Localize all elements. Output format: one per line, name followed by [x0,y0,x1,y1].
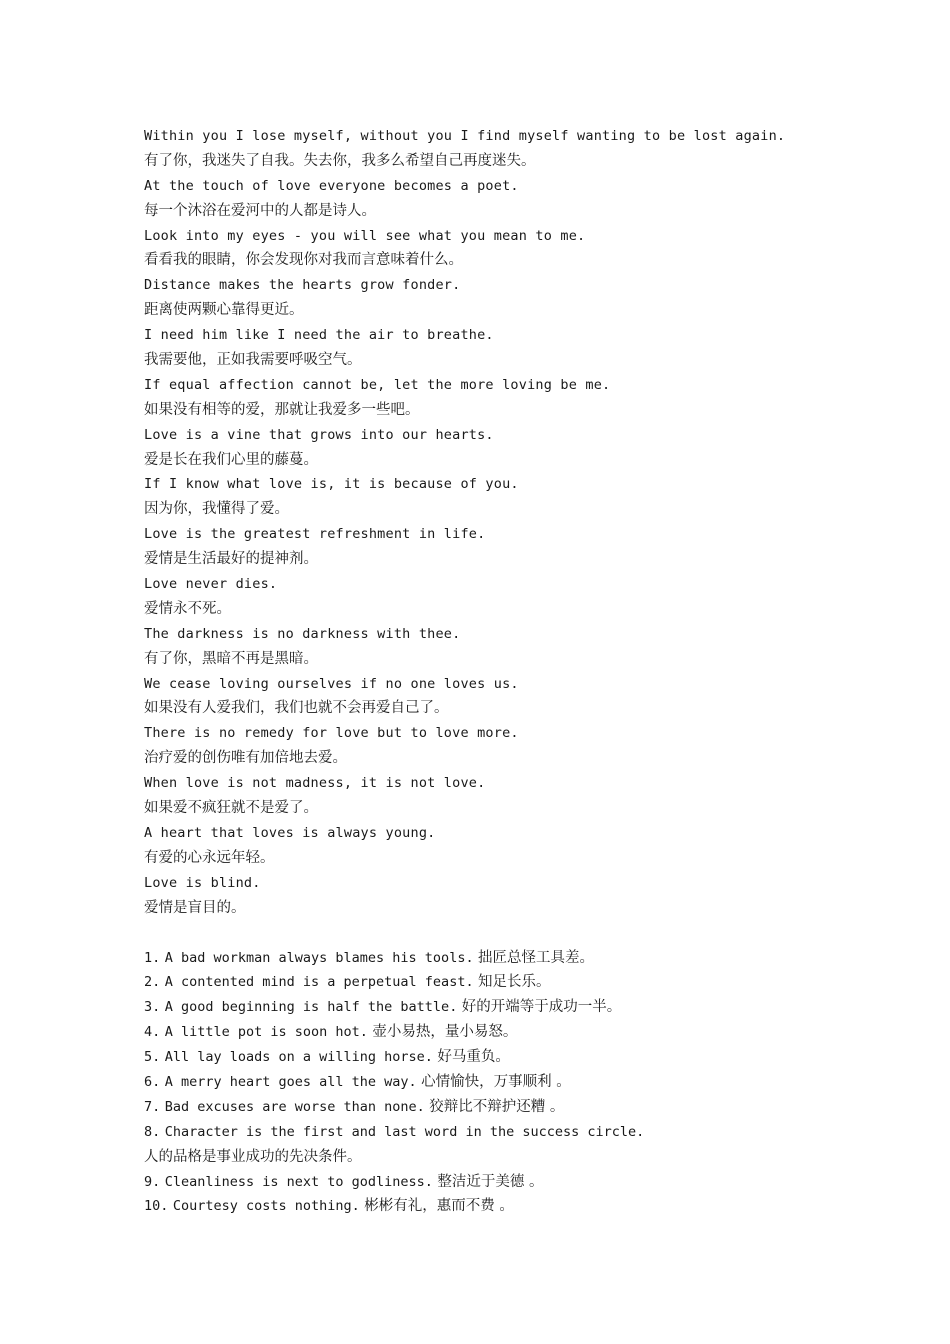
quote-en: Within you I lose myself, without you I find myself wanting to be lost again. [144,128,786,144]
quote-en: If I know what love is, it is because of you. [144,476,519,493]
quote-en: If equal affection cannot be, let the more loving be me. [144,376,611,393]
proverb-zh: 人的品格是事业成功的先决条件。 [144,1148,362,1165]
proverbs-section [144,946,904,1220]
quote-en: Love never dies. [144,576,278,593]
proverb-item [144,946,904,971]
quote-zh: 治疗爱的创伤唯有加倍地去爱。 [144,750,347,767]
quote-zh: 爱是长在我们心里的藤蔓。 [144,451,318,468]
quote-en: Love is the greatest refreshment in life. [144,526,486,543]
proverb-item [144,1170,904,1195]
quote-zh: 有了你，我迷失了自我。失去你，我多么希望自己再度迷失。 [144,152,536,169]
proverb-zh: 心情愉快，万事顺利 。 [421,1073,571,1090]
proverb-zh: 好的开端等于成功一半。 [461,999,622,1016]
proverb-number: 4. [144,1024,161,1041]
proverb-zh: 狡辩比不辩护还糟 。 [429,1098,565,1115]
quote-zh: 爱情是生活最好的提神剂。 [144,551,318,568]
quote-en: Love is a vine that grows into our hearts. [144,426,494,443]
quote-en: Love is blind. [144,874,261,891]
quote-zh: 因为你，我懂得了爱。 [144,501,289,518]
proverb-en: Bad excuses are worse than none. [164,1098,425,1115]
love-quotes-section [144,124,904,921]
proverb-en: A little pot is soon hot. [164,1024,368,1041]
quote-zh: 每一个沐浴在爱河中的人都是诗人。 [144,202,376,219]
quote-en: We cease loving ourselves if no one loves us. [144,675,519,692]
quote-en: Look into my eyes - you will see what you mean to me. [144,227,586,244]
section-gap [144,921,904,946]
proverb-number: 5. [144,1049,161,1066]
proverb-en: Cleanliness is next to godliness. [164,1173,433,1190]
proverb-item [144,995,904,1020]
quote-en: A heart that loves is always young. [144,824,436,841]
proverb-en: Character is the first and last word in the success circle. [164,1123,645,1140]
proverb-item [144,1020,904,1045]
document-page [144,124,904,1219]
quote-en: At the touch of love everyone becomes a poet. [144,177,519,194]
proverb-en: A good beginning is half the battle. [164,999,458,1016]
proverb-number: 2. [144,974,161,991]
proverb-item [144,1194,904,1219]
proverb-zh: 知足长乐。 [478,974,551,991]
proverb-zh: 拙匠总怪工具差。 [478,949,595,966]
proverb-item [144,1120,904,1145]
proverb-zh: 好马重负。 [437,1049,510,1066]
proverb-en: A merry heart goes all the way. [164,1073,417,1090]
quote-zh: 如果没有相等的爱，那就让我爱多一些吧。 [144,401,420,418]
quote-zh: 有爱的心永远年轻。 [144,849,275,866]
proverb-number: 1. [144,949,161,966]
quote-en: I need him like I need the air to breathe. [144,327,494,344]
quote-zh: 如果爱不疯狂就不是爱了。 [144,800,318,817]
quote-en: When love is not madness, it is not love. [144,775,486,792]
quote-zh: 我需要他，正如我需要呼吸空气。 [144,352,362,369]
proverb-zh: 整洁近于美德 。 [437,1173,544,1190]
quote-zh: 爱情永不死。 [144,600,231,617]
quote-en: The darkness is no darkness with thee. [144,625,461,642]
proverb-zh: 彬彬有礼，惠而不费 。 [364,1198,514,1215]
proverb-number: 10. [144,1198,169,1215]
quote-zh: 爱情是盲目的。 [144,899,246,916]
proverb-number: 6. [144,1073,161,1090]
proverb-en: A contented mind is a perpetual feast. [164,974,474,991]
proverb-item [144,970,904,995]
quote-zh: 距离使两颗心靠得更近。 [144,302,304,319]
proverb-en: A bad workman always blames his tools. [164,949,474,966]
quote-zh: 看看我的眼睛，你会发现你对我而言意味着什么。 [144,252,463,269]
proverb-item [144,1070,904,1095]
proverb-number: 3. [144,999,161,1016]
proverb-number: 8. [144,1123,161,1140]
proverb-en: All lay loads on a willing horse. [164,1049,433,1066]
proverb-item [144,1095,904,1120]
quote-zh: 如果没有人爱我们，我们也就不会再爱自己了。 [144,700,449,717]
proverb-item [144,1045,904,1070]
proverb-number: 7. [144,1098,161,1115]
quote-zh: 有了你，黑暗不再是黑暗。 [144,650,318,667]
proverb-en: Courtesy costs nothing. [172,1198,360,1215]
quote-en: There is no remedy for love but to love more. [144,725,519,742]
proverb-zh: 壶小易热，量小易怒。 [372,1024,518,1041]
proverb-number: 9. [144,1173,161,1190]
quote-en: Distance makes the hearts grow fonder. [144,277,461,294]
